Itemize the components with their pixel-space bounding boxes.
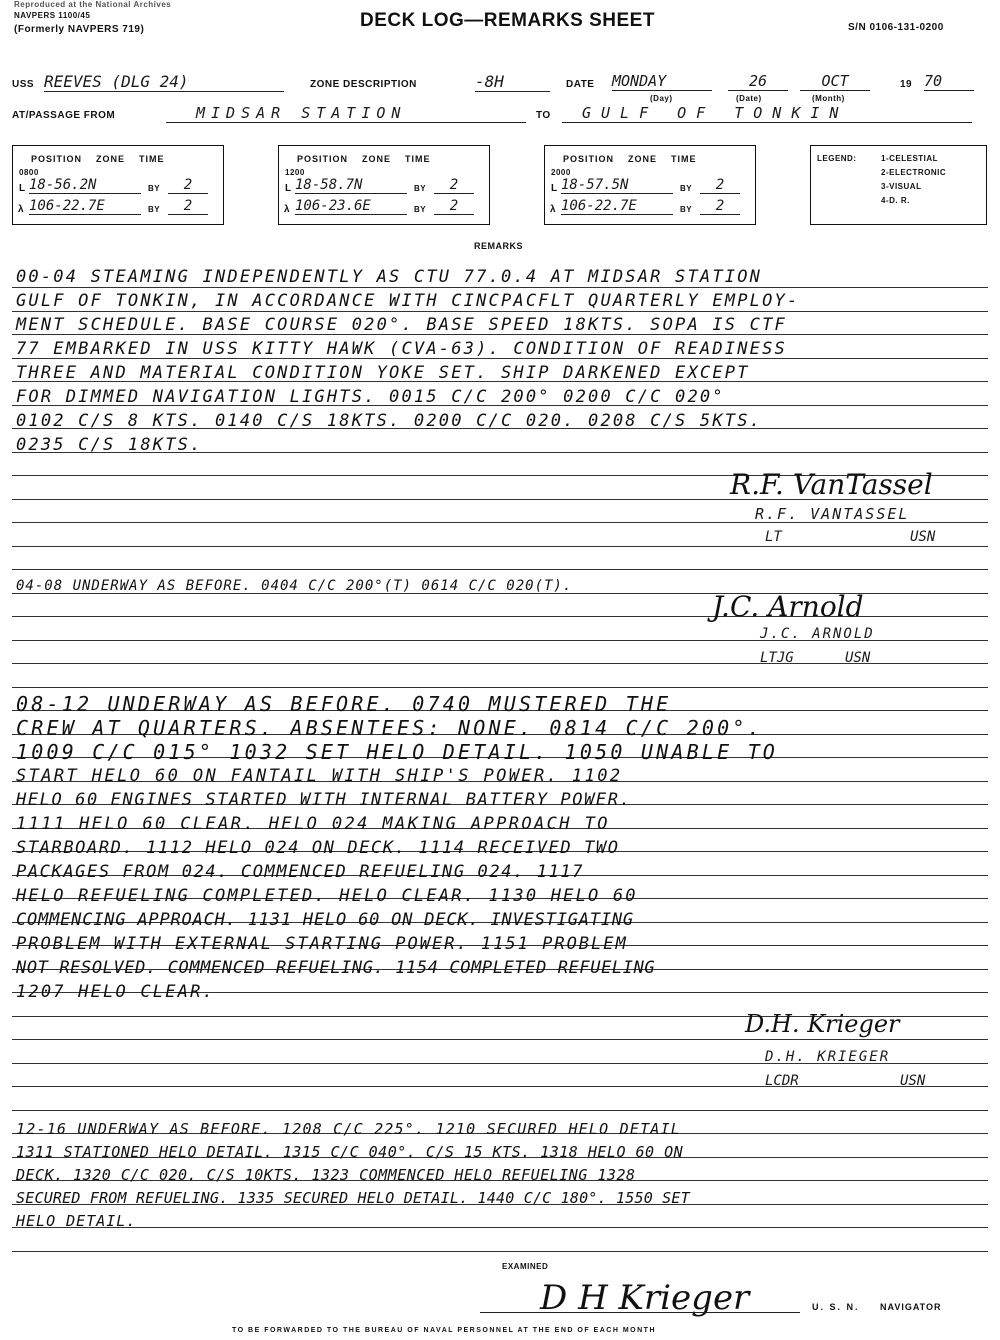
archive-note: Reproduced at the National Archives (14, 0, 172, 9)
month-caption: (Month) (812, 94, 845, 103)
year-value: 70 (924, 72, 974, 91)
year-prefix: 19 (900, 79, 913, 90)
remark-line: 1009 C/C 015° 1032 SET HELO DETAIL. 1050 UNABLE TO (16, 740, 779, 764)
remark-line: CREW AT QUARTERS. ABSENTEES: NONE. 0814 C/C 200°. (16, 716, 763, 740)
position-lat-zone: 2 (434, 177, 474, 194)
remark-line: HELO 60 ENGINES STARTED WITH INTERNAL BATTERY POWER. (16, 790, 632, 810)
signer-service: USN (910, 529, 936, 545)
position-by-label: BY (414, 184, 427, 193)
ruled-line (12, 1251, 988, 1252)
signer-rank: LCDR (765, 1073, 799, 1089)
examiner-signature: D H Krieger (540, 1278, 750, 1318)
form-number: NAVPERS 1100/45 (14, 11, 91, 20)
ruled-line (12, 1110, 988, 1111)
signer-name: J.C. ARNOLD (760, 626, 875, 642)
remark-line: SECURED FROM REFUELING. 1335 SECURED HELO DETAIL. 1440 C/C 180°. 1550 SET (16, 1189, 690, 1207)
formerly-note: (Formerly NAVPERS 719) (14, 24, 145, 35)
usn-label: U. S. N. (812, 1302, 860, 1312)
from-value: MIDSAR STATION (166, 104, 526, 123)
position-lon-zone: 2 (700, 198, 740, 215)
signer-name: D.H. KRIEGER (765, 1049, 891, 1065)
position-lat-zone: 2 (168, 177, 208, 194)
position-box-1200: POSITION ZONE TIME 1200 L 18-58.7N BY 2 λ 106-23.6E BY 2 (278, 145, 490, 225)
position-lon-zone: 2 (168, 198, 208, 215)
forward-note: TO BE FORWARDED TO THE BUREAU OF NAVAL PERSONNEL AT THE END OF EACH MONTH (232, 1327, 656, 1334)
zone-value: -8H (475, 72, 550, 92)
zone-label: ZONE DESCRIPTION (310, 79, 417, 90)
remark-line: 1111 HELO 60 CLEAR. HELO 024 MAKING APPROACH TO (16, 814, 610, 834)
remark-line: THREE AND MATERIAL CONDITION YOKE SET. SHIP DARKENED EXCEPT (16, 363, 750, 383)
position-by-label: BY (680, 184, 693, 193)
ruled-line (12, 663, 988, 664)
position-heading: POSITION ZONE TIME (563, 154, 697, 164)
remark-line: 0102 C/S 8 KTS. 0140 C/S 18KTS. 0200 C/C 020. 0208 C/S 5KTS. (16, 411, 763, 431)
at-passage-label: AT/PASSAGE FROM (12, 110, 116, 121)
day-caption: (Day) (650, 94, 673, 103)
to-value: GULF OF TONKIN (562, 104, 972, 123)
position-time: 2000 (551, 168, 571, 177)
remark-line: 08-12 UNDERWAY AS BEFORE. 0740 MUSTERED THE (16, 692, 672, 716)
signer-service: USN (900, 1073, 926, 1089)
remark-line: FOR DIMMED NAVIGATION LIGHTS. 0015 C/C 200° 0200 C/C 020° (16, 387, 725, 407)
serial-number: S/N 0106-131-0200 (848, 22, 944, 33)
position-lon-zone: 2 (434, 198, 474, 215)
position-box-2000: POSITION ZONE TIME 2000 L 18-57.5N BY 2 λ 106-22.7E BY 2 (544, 145, 756, 225)
day-value: MONDAY (612, 72, 712, 91)
signature-scrawl: J.C. Arnold (712, 590, 864, 623)
remark-line: 0235 C/S 18KTS. (16, 435, 203, 455)
position-time: 0800 (19, 168, 39, 177)
position-by-label: BY (680, 205, 693, 214)
position-heading: POSITION ZONE TIME (31, 154, 165, 164)
to-label: TO (536, 110, 551, 121)
remark-line: START HELO 60 ON FANTAIL WITH SHIP'S POWER. 1102 (16, 766, 623, 786)
position-box-0800: POSITION ZONE TIME 0800 L 18-56.2N BY 2 λ 106-22.7E BY 2 (12, 145, 224, 225)
position-by-label: BY (148, 184, 161, 193)
ruled-line (12, 546, 988, 547)
remark-line: HELO DETAIL. (16, 1212, 137, 1230)
position-lat-zone: 2 (700, 177, 740, 194)
ruled-line (12, 1039, 988, 1040)
remark-line: MENT SCHEDULE. BASE COURSE 020°. BASE SPEED 18KTS. SOPA IS CTF (16, 315, 787, 335)
ruled-line (12, 1086, 988, 1087)
remark-line: 04-08 UNDERWAY AS BEFORE. 0404 C/C 200°(T) 0614 C/C 020(T). (16, 578, 573, 594)
legend-box (810, 145, 987, 225)
position-by-label: BY (148, 205, 161, 214)
position-lat: 18-56.2N (29, 177, 141, 194)
legend-label: LEGEND: (817, 154, 857, 163)
position-lon: 106-23.6E (295, 198, 407, 215)
page-title: DECK LOG—REMARKS SHEET (360, 10, 655, 31)
date-value: 26 (728, 72, 788, 91)
remark-line: DECK. 1320 C/C 020. C/S 10KTS. 1323 COMMENCED HELO REFUELING 1328 (16, 1166, 636, 1184)
remark-line: 77 EMBARKED IN USS KITTY HAWK (CVA-63). CONDITION OF READINESS (16, 339, 787, 359)
position-lon: 106-22.7E (561, 198, 673, 215)
remark-line: STARBOARD. 1112 HELO 024 ON DECK. 1114 RECEIVED TWO (16, 838, 620, 858)
examined-label: EXAMINED (502, 1262, 549, 1271)
signature-scrawl: R.F. VanTassel (730, 468, 933, 501)
ruled-line (12, 1227, 988, 1228)
legend-item: 1-CELESTIAL (881, 154, 939, 163)
legend-item: 4-D. R. (881, 196, 910, 205)
month-value: OCT (800, 72, 870, 91)
remark-line: 1207 HELO CLEAR. (16, 982, 215, 1002)
signature-line (480, 1312, 800, 1313)
ruled-line (12, 287, 988, 288)
signature-scrawl: D.H. Krieger (745, 1010, 900, 1038)
remark-line: 1311 STATIONED HELO DETAIL. 1315 C/C 040°. C/S 15 KTS. 1318 HELO 60 ON (16, 1143, 684, 1161)
date-caption: (Date) (736, 94, 762, 103)
remark-line: PROBLEM WITH EXTERNAL STARTING POWER. 1151 PROBLEM (16, 934, 628, 954)
remark-line: PACKAGES FROM 024. COMMENCED REFUELING 024. 1117 (16, 862, 585, 882)
ruled-line (12, 687, 988, 688)
signer-name: R.F. VANTASSEL (755, 505, 910, 523)
ruled-line (12, 311, 988, 312)
legend-item: 2-ELECTRONIC (881, 168, 947, 177)
position-by-label: BY (414, 205, 427, 214)
position-lat: 18-57.5N (561, 177, 673, 194)
position-lon: 106-22.7E (29, 198, 141, 215)
remark-line: HELO REFUELING COMPLETED. HELO CLEAR. 1130 HELO 60 (16, 886, 638, 906)
remark-line: COMMENCING APPROACH. 1131 HELO 60 ON DECK. INVESTIGATING (16, 910, 634, 930)
position-time: 1200 (285, 168, 305, 177)
position-heading: POSITION ZONE TIME (297, 154, 431, 164)
uss-value: REEVES (DLG 24) (44, 72, 284, 92)
signer-rank: LT (765, 529, 782, 545)
remark-line: 12-16 UNDERWAY AS BEFORE. 1208 C/C 225°. 1210 SECURED HELO DETAIL (16, 1120, 681, 1138)
uss-label: USS (12, 79, 35, 90)
remark-line: NOT RESOLVED. COMMENCED REFUELING. 1154 COMPLETED REFUELING (16, 958, 656, 978)
navigator-label: NAVIGATOR (880, 1302, 942, 1312)
legend-item: 3-VISUAL (881, 182, 922, 191)
remarks-heading: REMARKS (474, 241, 524, 251)
ruled-line (12, 569, 988, 570)
position-lat: 18-58.7N (295, 177, 407, 194)
signer-rank: LTJG (760, 650, 794, 666)
signer-service: USN (845, 650, 871, 666)
remark-line: 00-04 STEAMING INDEPENDENTLY AS CTU 77.0.4 AT MIDSAR STATION (16, 267, 763, 287)
date-label: DATE (566, 79, 595, 90)
remark-line: GULF OF TONKIN, IN ACCORDANCE WITH CINCPACFLT QUARTERLY EMPLOY- (16, 291, 800, 311)
